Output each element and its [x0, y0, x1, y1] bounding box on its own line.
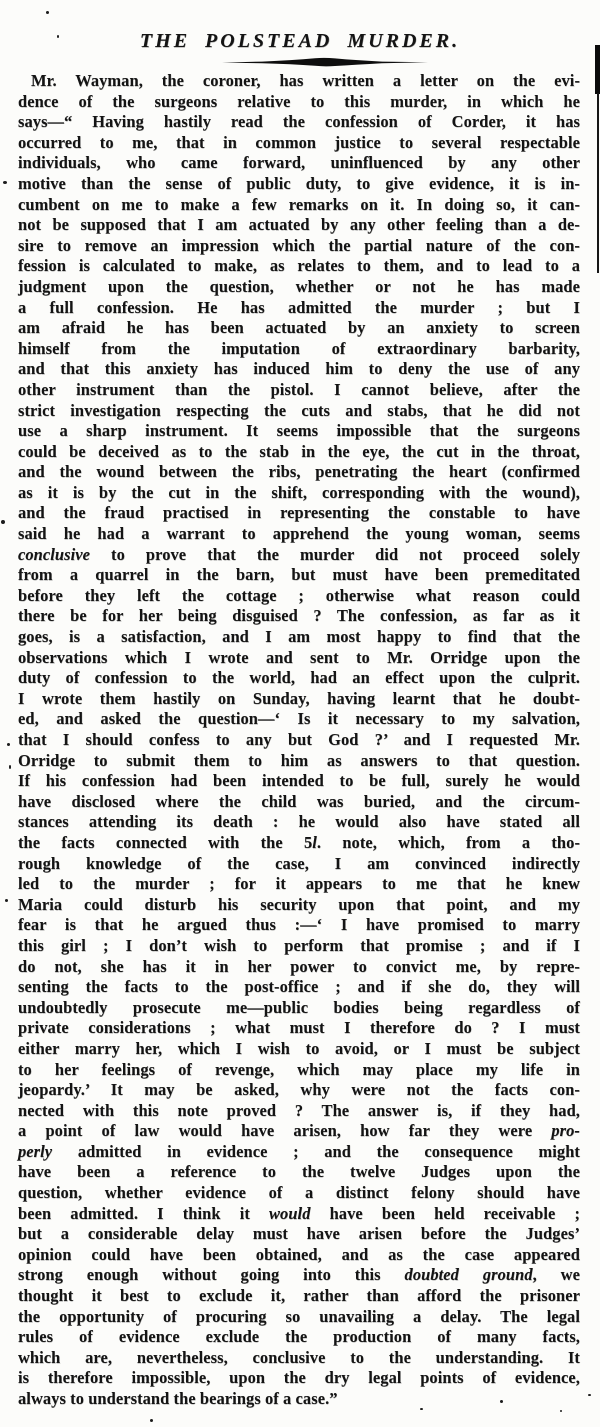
body-line: other instrument than the pistol. I cannot believe, after the [18, 379, 580, 399]
body-line: but a considerable delay must have arisen before the Judges’ [18, 1224, 580, 1244]
body-line: ed, and asked the question—‘ Is it necessary to my salvation, [18, 709, 580, 729]
body-line: conclusive to prove that the murder did not proceed solely [18, 544, 580, 564]
ink-speck [57, 35, 59, 38]
body-line: have been a reference to the twelve Judges upon the [18, 1162, 580, 1182]
body-line: perly admitted in evidence ; and the consequence might [18, 1141, 580, 1161]
body-line: duty of confession to the world, had an effect upon the culprit. [18, 668, 580, 688]
body-line: strict investigation respecting the cuts and stabs, that he did not [18, 400, 580, 420]
body-line: which are, nevertheless, conclusive to the understanding. It [18, 1347, 580, 1367]
body-line: a point of law would have arisen, how far they were pro- [18, 1121, 580, 1141]
body-line: undoubtedly prosecute me—public bodies being regardless of [18, 997, 580, 1017]
body-line: sire to remove an impression which the partial nature of the con- [18, 235, 580, 255]
body-line: I wrote them hastily on Sunday, having learnt that he doubt- [18, 688, 580, 708]
body-line: observations which I wrote and sent to Mr. Orridge upon the [18, 647, 580, 667]
body-line: been admitted. I think it would have been held receivable ; [18, 1203, 581, 1223]
ink-speck [150, 1419, 153, 1422]
body-line: not be supposed that I am actuated by any other feeling than a de- [18, 215, 580, 235]
body-line: senting the facts to the post-office ; and if she do, they will [18, 977, 580, 997]
body-line: If his confession had been intended to be full, surely he would [18, 771, 580, 791]
body-line: jeopardy.’ It may be asked, why were not the facts con- [18, 1080, 580, 1100]
article-title: THE POLSTEAD MURDER. [139, 30, 461, 52]
ink-speck [500, 1400, 503, 1403]
body-line: Orridge to submit them to him as answers to that question. [18, 750, 580, 770]
ink-speck [9, 765, 11, 769]
ink-speck [46, 11, 49, 14]
body-line: could be deceived as to the stab in the eye, the cut in the throat, [18, 441, 580, 461]
ink-speck [420, 1408, 423, 1410]
body-line: Maria could disturb his security upon that point, and my [18, 894, 580, 914]
body-line: do not, she has it in her power to convict me, by repre- [18, 956, 580, 976]
article-body [18, 71, 580, 1410]
body-line: motive than the sense of public duty, to give evidence, it is in- [18, 173, 580, 193]
ink-speck [1, 520, 5, 524]
body-line: that I should confess to any but God ?’ and I requested Mr. [18, 730, 580, 749]
body-line: Mr. Wayman, the coroner, has written a letter on the evi- [31, 71, 580, 90]
body-line: himself from the imputation of extraordinary barbarity, [18, 338, 580, 358]
body-line: is therefore impossible, upon the dry legal points of evidence, [18, 1368, 580, 1388]
body-line: have disclosed where the child was buried, and the circum- [18, 791, 580, 811]
column-edge-rule-thin [597, 93, 599, 273]
body-line: am afraid he has been actuated by an anxiety to screen [18, 318, 580, 338]
body-line: goes, is a satisfaction, and I am most happy to find that the [18, 627, 580, 647]
ink-speck [560, 1410, 562, 1412]
body-line: before they left the cottage ; otherwise what reason could [18, 585, 580, 605]
body-line: rules of evidence exclude the production of many facts, [18, 1327, 580, 1347]
body-line: and the wound between the ribs, penetrating the heart (confirmed [18, 462, 580, 482]
body-line: rough knowledge of the case, I am convinced indirectly [18, 853, 580, 873]
body-line: from a quarrel in the barn, but must have been premeditated [18, 565, 580, 585]
body-line: thought it best to exclude it, rather than afford the prisoner [18, 1286, 580, 1306]
body-line: said he had a warrant to apprehend the young woman, seems [18, 524, 580, 544]
ink-speck [7, 743, 10, 746]
body-line: use a sharp instrument. It seems impossible that the surgeons [18, 421, 580, 441]
body-line: to her feelings of revenge, which may place my life in [18, 1059, 580, 1079]
body-line: either marry her, which I wish to avoid, or I must be subject [18, 1038, 580, 1058]
column-edge-rule-thick [595, 45, 600, 94]
body-line: a full confession. He has admitted the murder ; but I [18, 297, 580, 317]
ink-speck [3, 181, 7, 184]
ink-speck [588, 1394, 591, 1396]
body-line: led to the murder ; for it appears to me that he knew [18, 874, 580, 894]
swelled-rule-divider [222, 57, 428, 67]
body-line: strong enough without going into this doubted ground, we [18, 1265, 580, 1285]
ink-speck [5, 899, 8, 902]
body-line: there be for her being disguised ? The confession, as far as it [18, 606, 580, 626]
body-line: nected with this note proved ? The answer is, if they had, [18, 1100, 580, 1120]
body-line: and the fraud practised in representing the constable to have [18, 503, 580, 523]
body-line: the opportunity of procuring so unavailing a delay. The legal [18, 1306, 580, 1326]
body-line: as it is by the cut in the shift, corresponding with the wound), [18, 482, 580, 502]
body-line: always to understand the bearings of a case.” [18, 1389, 338, 1408]
body-line: stances attending its death : he would also have stated all [18, 812, 580, 832]
body-line: opinion could have been obtained, and as the case appeared [18, 1244, 580, 1264]
body-line: cumbent on me to make a few remarks on it. In doing so, it can- [18, 194, 580, 214]
body-line: the facts connected with the 5l. note, which, from a tho- [18, 832, 580, 852]
body-line: fession is calculated to make, as relates to them, and to lead to a [18, 256, 580, 276]
body-line: private considerations ; what must I therefore do ? I must [18, 1018, 580, 1038]
body-line: judgment upon the question, whether or not he has made [18, 276, 580, 296]
body-line: question, whether evidence of a distinct felony should have [18, 1183, 580, 1203]
body-line: fear is that he argued thus :—‘ I have promised to marry [18, 915, 580, 935]
body-line: this girl ; I don’t wish to perform that promise ; and if I [18, 935, 580, 955]
body-line: says—“ Having hastily read the confession of Corder, it has [18, 112, 580, 132]
body-line: individuals, who came forward, uninfluenced by any other [18, 153, 580, 173]
body-line: occurred to me, that in common justice to several respectable [18, 132, 580, 152]
body-line: dence of the surgeons relative to this murder, in which he [18, 91, 580, 111]
body-line: and that this anxiety has induced him to deny the use of any [18, 359, 580, 379]
